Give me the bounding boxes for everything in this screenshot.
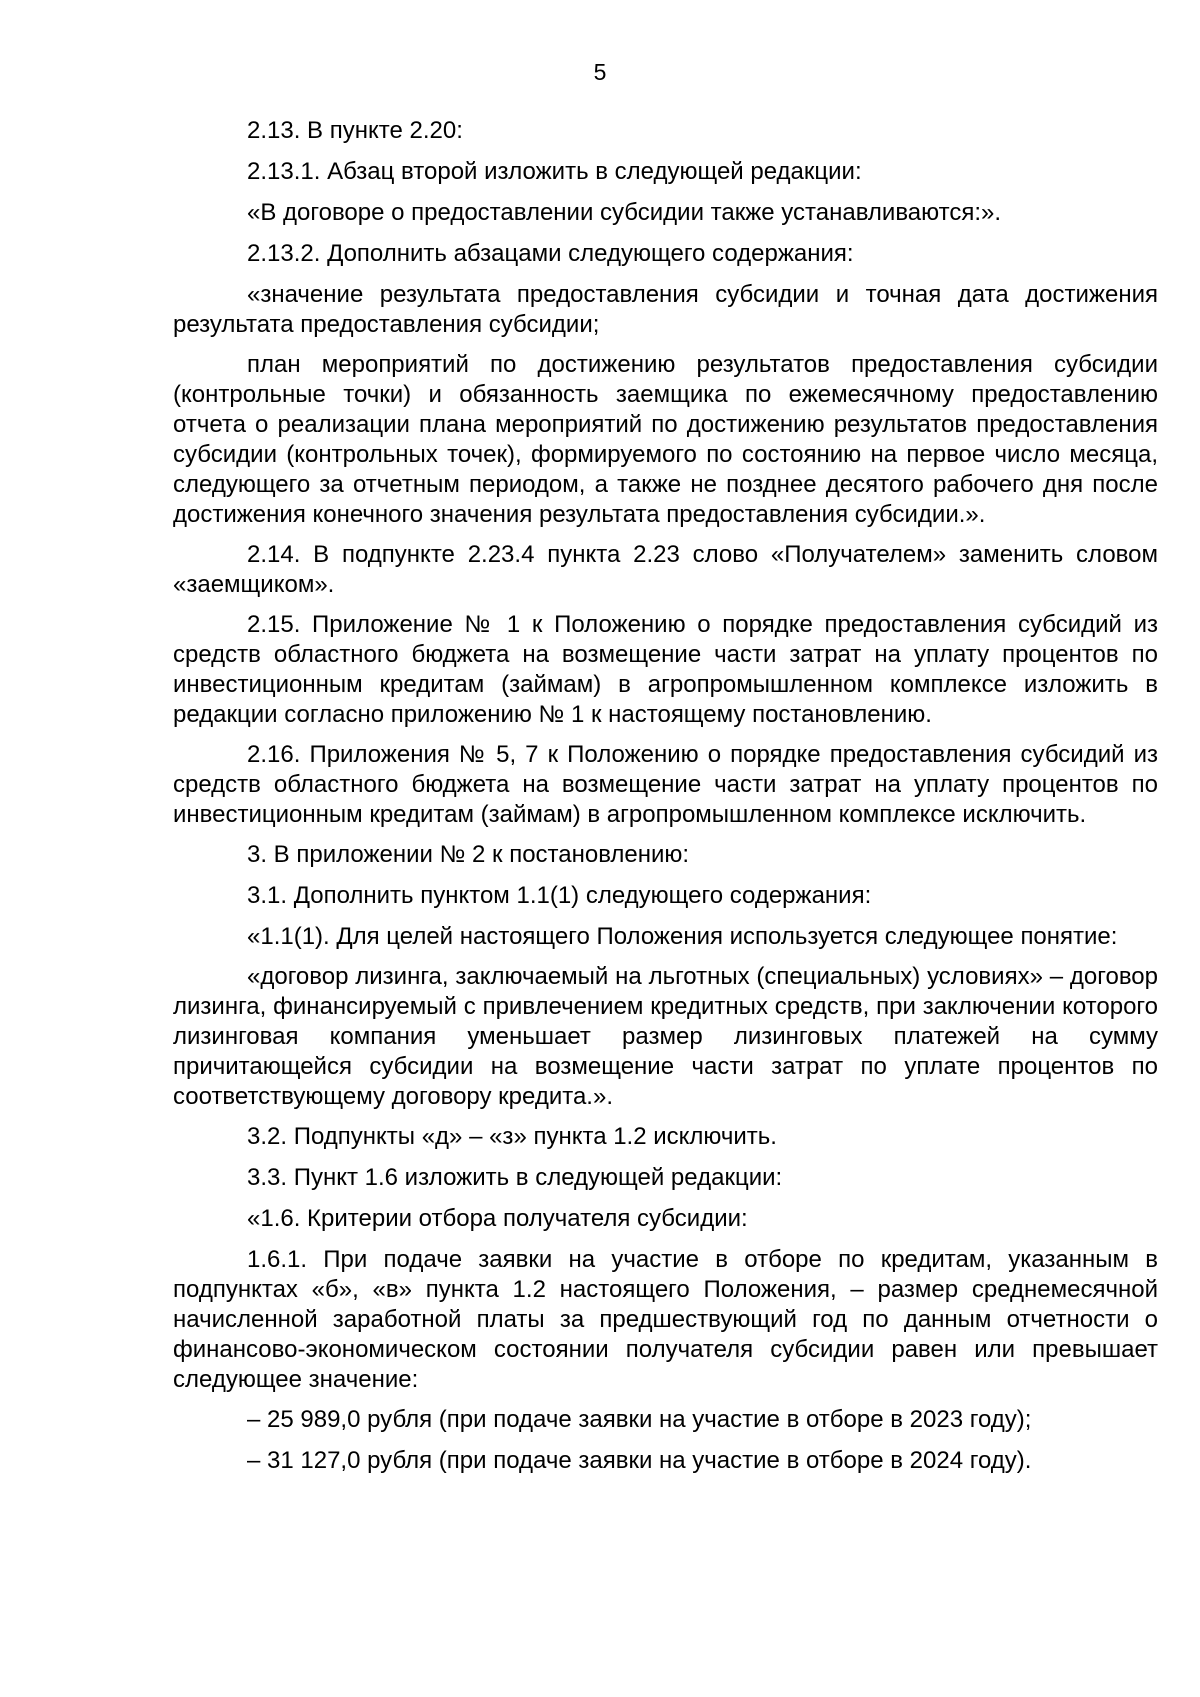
paragraph-2-13-1: 2.13.1. Абзац второй изложить в следующей редакции: <box>247 158 862 185</box>
paragraph-1-6-1: 1.6.1. При подаче заявки на участие в отборе по кредитам, указанным в подпунктах «б», «в» пункта 1.2 настоящего Положения, – размер среднемесячной начисленной заработной платы за предшествующий год по данным отчетности о финансово-экономическом состоянии получателя субсидии равен или превышает следующее значение: <box>173 1246 1158 1393</box>
paragraph-2-16: 2.16. Приложения № 5, 7 к Положению о порядке предоставления субсидий из средств областного бюджета на возмещение части затрат на уплату процентов по инвестиционным кредитам (займам) в агропромышленном комплексе исключить. <box>173 741 1158 828</box>
paragraph-1-1-1: «1.1(1). Для целей настоящего Положения используется следующее понятие: <box>247 923 1118 950</box>
paragraph-2-15: 2.15. Приложение № 1 к Положению о порядке предоставления субсидий из средств областного бюджета на возмещение части затрат на уплату процентов по инвестиционным кредитам (займам) в агропромышленном комплексе изложить в редакции согласно приложению № 1 к настоящему постановлению. <box>173 611 1158 728</box>
document-body <box>173 116 1158 1487</box>
paragraph-3-2: 3.2. Подпункты «д» – «з» пункта 1.2 исключить. <box>247 1123 777 1150</box>
paragraph-leasing-definition: «договор лизинга, заключаемый на льготных (специальных) условиях» – договор лизинга, финансируемый с привлечением кредитных средств, при заключении которого лизинговая компания уменьшает размер лизинговых платежей на сумму причитающейся субсидии на возмещение части затрат по уплате процентов по соответствующему договору кредита.». <box>173 963 1158 1110</box>
paragraph-action-plan: план мероприятий по достижению результатов предоставления субсидии (контрольные точки) и обязанность заемщика по ежемесячному предоставлению отчета о реализации плана мероприятий по достижению результатов предоставления субсидии (контрольных точек), формируемого по состоянию на первое число месяца, следующего за отчетным периодом, а также не позднее десятого рабочего дня после достижения конечного значения результата предоставления субсидии.». <box>173 351 1158 528</box>
paragraph-amount-2023: – 25 989,0 рубля (при подаче заявки на участие в отборе в 2023 году); <box>247 1406 1032 1433</box>
paragraph-result-value: «значение результата предоставления субсидии и точная дата достижения результата предоставления субсидии; <box>173 281 1158 338</box>
paragraph-3-1: 3.1. Дополнить пунктом 1.1(1) следующего содержания: <box>247 882 872 909</box>
paragraph-amount-2024: – 31 127,0 рубля (при подаче заявки на участие в отборе в 2024 году). <box>247 1447 1032 1474</box>
paragraph-2-14: 2.14. В подпункте 2.23.4 пункта 2.23 слово «Получателем» заменить словом «заемщиком». <box>173 541 1158 598</box>
page-number: 5 <box>593 59 607 85</box>
paragraph-2-13-2: 2.13.2. Дополнить абзацами следующего содержания: <box>247 240 854 267</box>
paragraph-3-3: 3.3. Пункт 1.6 изложить в следующей редакции: <box>247 1164 783 1191</box>
paragraph-quote-contract: «В договоре о предоставлении субсидии также устанавливаются:». <box>247 199 1002 226</box>
paragraph-2-13: 2.13. В пункте 2.20: <box>247 117 463 144</box>
paragraph-3: 3. В приложении № 2 к постановлению: <box>247 841 690 868</box>
paragraph-1-6: «1.6. Критерии отбора получателя субсидии: <box>247 1205 748 1232</box>
